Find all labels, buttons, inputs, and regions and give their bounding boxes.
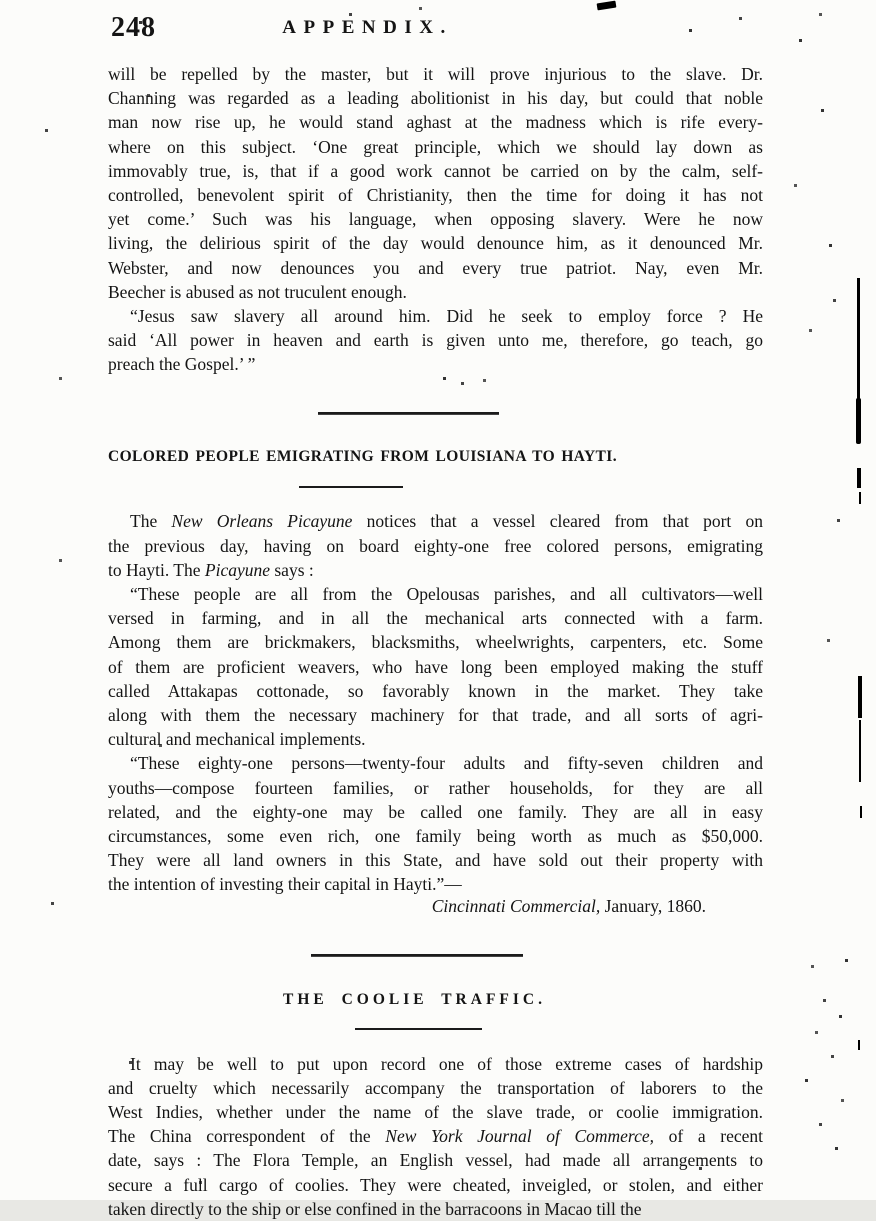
paragraph bbox=[108, 304, 763, 377]
text-line: Channing was regarded as a leading abolitionist in his day, but could that noble bbox=[108, 88, 763, 109]
text-line: of them are proficient weavers, who have long been employed making the stuff bbox=[108, 656, 763, 677]
page-number: 248 bbox=[111, 12, 156, 43]
article-heading-zone bbox=[108, 991, 721, 1009]
paragraph bbox=[108, 509, 763, 582]
text-line: will be repelled by the master, but it will prove injurious to the slave. Dr. bbox=[108, 64, 763, 84]
scan-artifact bbox=[859, 720, 861, 782]
heading-rule bbox=[355, 1028, 482, 1030]
text-line: yet come.’ Such was his language, when opposing slavery. Were he now bbox=[108, 209, 763, 230]
text-line: cultural and mechanical implements. bbox=[108, 729, 366, 750]
scan-noise bbox=[0, 0, 1, 1]
text-line: It may be well to put upon record one of those extreme cases of hardship bbox=[130, 1053, 763, 1074]
scan-artifact bbox=[858, 676, 862, 718]
text-line: “These people are all from the Opelousas parishes, and all cultivators—well bbox=[130, 584, 763, 604]
article bbox=[108, 404, 763, 918]
text-line: West Indies, whether under the name of the slave trade, or coolie immigration. bbox=[108, 1102, 763, 1122]
text-line: along with them the necessary machinery for that trade, and all sorts of agri- bbox=[108, 704, 763, 725]
text-line: and cruelty which necessarily accompany the transportation of laborers to the bbox=[108, 1077, 763, 1098]
text-line: the previous day, having on board eighty-one free colored persons, emigrating bbox=[108, 535, 763, 556]
text-column bbox=[108, 0, 763, 1221]
text-line: where on this subject. ‘One great principle, which we should lay down as bbox=[108, 136, 763, 157]
paragraph bbox=[108, 582, 763, 751]
scan-artifact bbox=[857, 468, 861, 488]
article bbox=[108, 62, 763, 376]
text-line: Among them are brickmakers, blacksmiths, wheelwrights, carpenters, etc. Some bbox=[108, 632, 763, 653]
article-heading: THE COOLIE TRAFFIC. bbox=[283, 990, 546, 1008]
paragraph bbox=[108, 1052, 763, 1221]
text-line: secure a full cargo of coolies. They were cheated, inveigled, or stolen, and either bbox=[108, 1174, 763, 1195]
text-line: youths—compose fourteen families, or rather households, for they are all bbox=[108, 777, 763, 798]
paragraph bbox=[108, 751, 763, 896]
text-line: Webster, and now denounces you and every true patriot. Nay, even Mr. bbox=[108, 257, 763, 278]
text-line: taken directly to the ship or else confined in the barracoons in Macao till the bbox=[108, 1198, 642, 1219]
text-line: date, says : The Flora Temple, an English vessel, had made all arrangements to bbox=[108, 1150, 763, 1171]
text-line: called Attakapas cottonade, so favorably known in the market. They take bbox=[108, 680, 763, 701]
text-line: The New Orleans Picayune notices that a vessel cleared from that port on bbox=[130, 511, 763, 532]
text-line: preach the Gospel.’ ” bbox=[108, 354, 256, 375]
text-line: circumstances, some even rich, one family being worth as much as $50,000. bbox=[108, 825, 763, 846]
text-line: the intention of investing their capital in Hayti.”— bbox=[108, 874, 462, 895]
text-line: versed in farming, and in all the mechanical arts connected with a farm. bbox=[108, 608, 763, 629]
heading-rule-zone bbox=[108, 477, 593, 495]
scan-artifact bbox=[860, 806, 862, 818]
text-line: controlled, benevolent spirit of Christianity, then the time for doing it has not bbox=[108, 184, 763, 205]
text-line: The China correspondent of the New York Journal of Commerce, of a recent bbox=[108, 1126, 763, 1147]
heading-rule-zone bbox=[108, 1020, 729, 1038]
text-line: “Jesus saw slavery all around him. Did he seek to employ force ? He bbox=[130, 305, 763, 326]
text-line: Beecher is abused as not truculent enough. bbox=[108, 281, 407, 302]
page-header bbox=[108, 14, 763, 48]
scan-artifact bbox=[859, 492, 861, 504]
text-line: said ‘All power in heaven and earth is given unto me, therefore, go teach, go bbox=[108, 330, 763, 351]
paragraph bbox=[108, 62, 763, 304]
text-line: immovably true, is, that if a good work cannot be carried on by the calm, self- bbox=[108, 160, 763, 181]
article bbox=[108, 947, 763, 1221]
scan-artifact bbox=[856, 398, 861, 444]
running-head-zone bbox=[108, 14, 627, 39]
section-divider bbox=[311, 954, 523, 957]
articles bbox=[108, 62, 763, 1221]
text-line: They were all land owners in this State, and have sold out their property with bbox=[108, 850, 763, 871]
text-line: related, and the eighty-one may be called one family. They are all in easy bbox=[108, 801, 763, 822]
text-line: to Hayti. The Picayune says : bbox=[108, 559, 314, 580]
text-line: living, the delirious spirit of the day would denounce him, as it denounced Mr. bbox=[108, 233, 763, 254]
article-heading-zone bbox=[108, 448, 617, 466]
article-heading: COLORED PEOPLE EMIGRATING FROM LOUISIANA TO HAYTI. bbox=[108, 448, 617, 466]
section-divider-zone bbox=[108, 947, 725, 965]
text-line: “These eighty-one persons—twenty-four adults and fifty-seven children and bbox=[130, 753, 763, 774]
scan-artifact bbox=[858, 1040, 860, 1050]
running-head: APPENDIX. bbox=[282, 17, 453, 38]
section-divider-zone bbox=[108, 404, 709, 422]
attribution: Cincinnati Commercial, January, 1860. bbox=[431, 896, 706, 917]
section-divider bbox=[318, 412, 499, 415]
text-line: man now rise up, he would stand aghast at the madness which is rife every- bbox=[108, 112, 763, 133]
heading-rule bbox=[299, 486, 403, 488]
